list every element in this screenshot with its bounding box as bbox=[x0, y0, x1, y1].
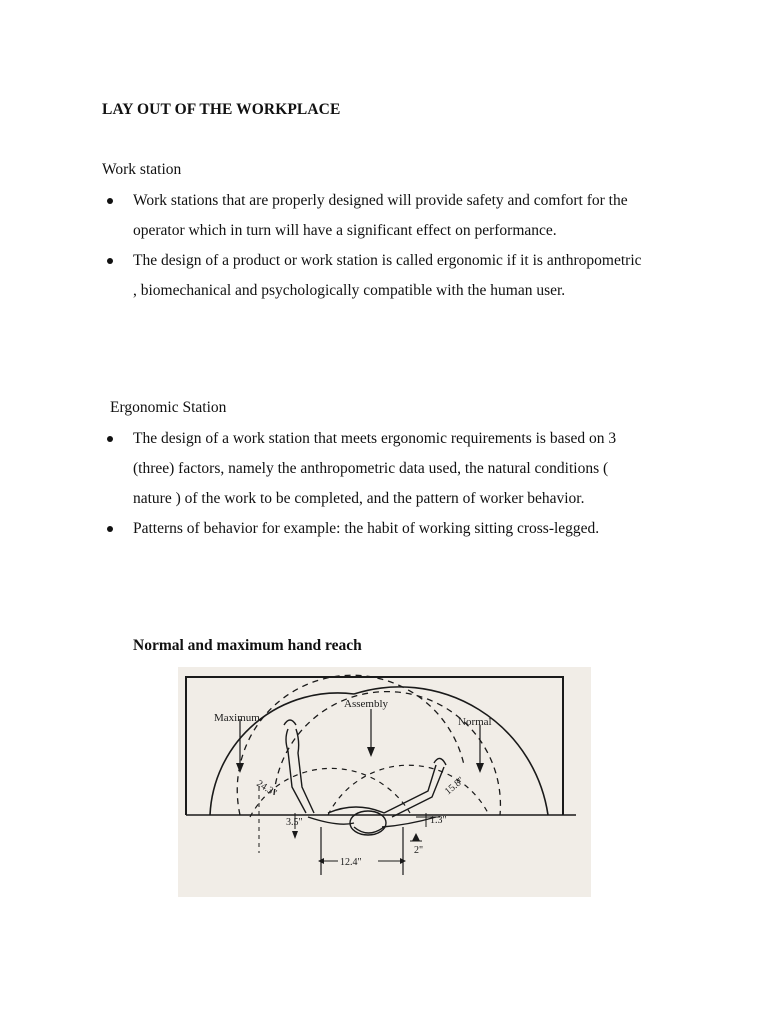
dim-24-3-label: 24.3" bbox=[254, 778, 279, 799]
maximum-label: Maximum bbox=[214, 712, 260, 724]
dim-3-5-label: 3.5" bbox=[286, 817, 303, 828]
normal-reach-arc-right bbox=[274, 692, 500, 815]
dim-12-4-label: 12.4" bbox=[340, 857, 362, 868]
work-station-bullet-list bbox=[102, 186, 642, 306]
bullet-icon bbox=[107, 258, 113, 264]
list-item bbox=[102, 514, 642, 544]
assembly-label: Assembly bbox=[344, 698, 388, 710]
hand-reach-diagram bbox=[178, 667, 591, 897]
bullet-text: Work stations that are properly designed will provide safety and comfort for the operator which in turn will have a significant effect on performance. bbox=[133, 192, 628, 239]
bullet-text: The design of a product or work station is called ergonomic if it is anthropometric , biomechanical and psychologically compatible with the human user. bbox=[133, 252, 642, 299]
bullet-text: Patterns of behavior for example: the habit of working sitting cross-legged. bbox=[133, 520, 600, 537]
normal-pointer-arrow bbox=[476, 763, 484, 773]
section-heading-work-station: Work station bbox=[102, 161, 182, 178]
dim-15-8-label: 15.8" bbox=[442, 774, 467, 798]
list-item bbox=[102, 424, 642, 514]
figure-caption: Normal and maximum hand reach bbox=[133, 637, 362, 654]
assembly-pointer-arrow bbox=[367, 747, 375, 757]
dim-2-label: 2" bbox=[414, 845, 424, 856]
page-title: LAY OUT OF THE WORKPLACE bbox=[102, 101, 341, 118]
section-heading-ergonomic-station: Ergonomic Station bbox=[110, 399, 227, 416]
list-item bbox=[102, 246, 642, 306]
list-item bbox=[102, 186, 642, 246]
maximum-pointer-arrow bbox=[236, 763, 244, 773]
bullet-icon bbox=[107, 198, 113, 204]
bullet-text: The design of a work station that meets ergonomic requirements is based on 3 (three) factors, namely the anthropometric data used, the natural conditions ( nature ) of the work to be completed, and the pattern of worker behavior. bbox=[133, 430, 617, 507]
bullet-icon bbox=[107, 436, 113, 442]
worker-figure bbox=[284, 720, 446, 835]
bullet-icon bbox=[107, 526, 113, 532]
normal-label: Normal bbox=[458, 716, 492, 728]
dim-3-5-arrow bbox=[292, 831, 298, 839]
hand-reach-figure bbox=[178, 667, 591, 897]
dim-1-3-label: 1.3" bbox=[430, 815, 447, 826]
dim-2-arrow bbox=[412, 833, 420, 841]
ergonomic-station-bullet-list bbox=[102, 424, 642, 544]
